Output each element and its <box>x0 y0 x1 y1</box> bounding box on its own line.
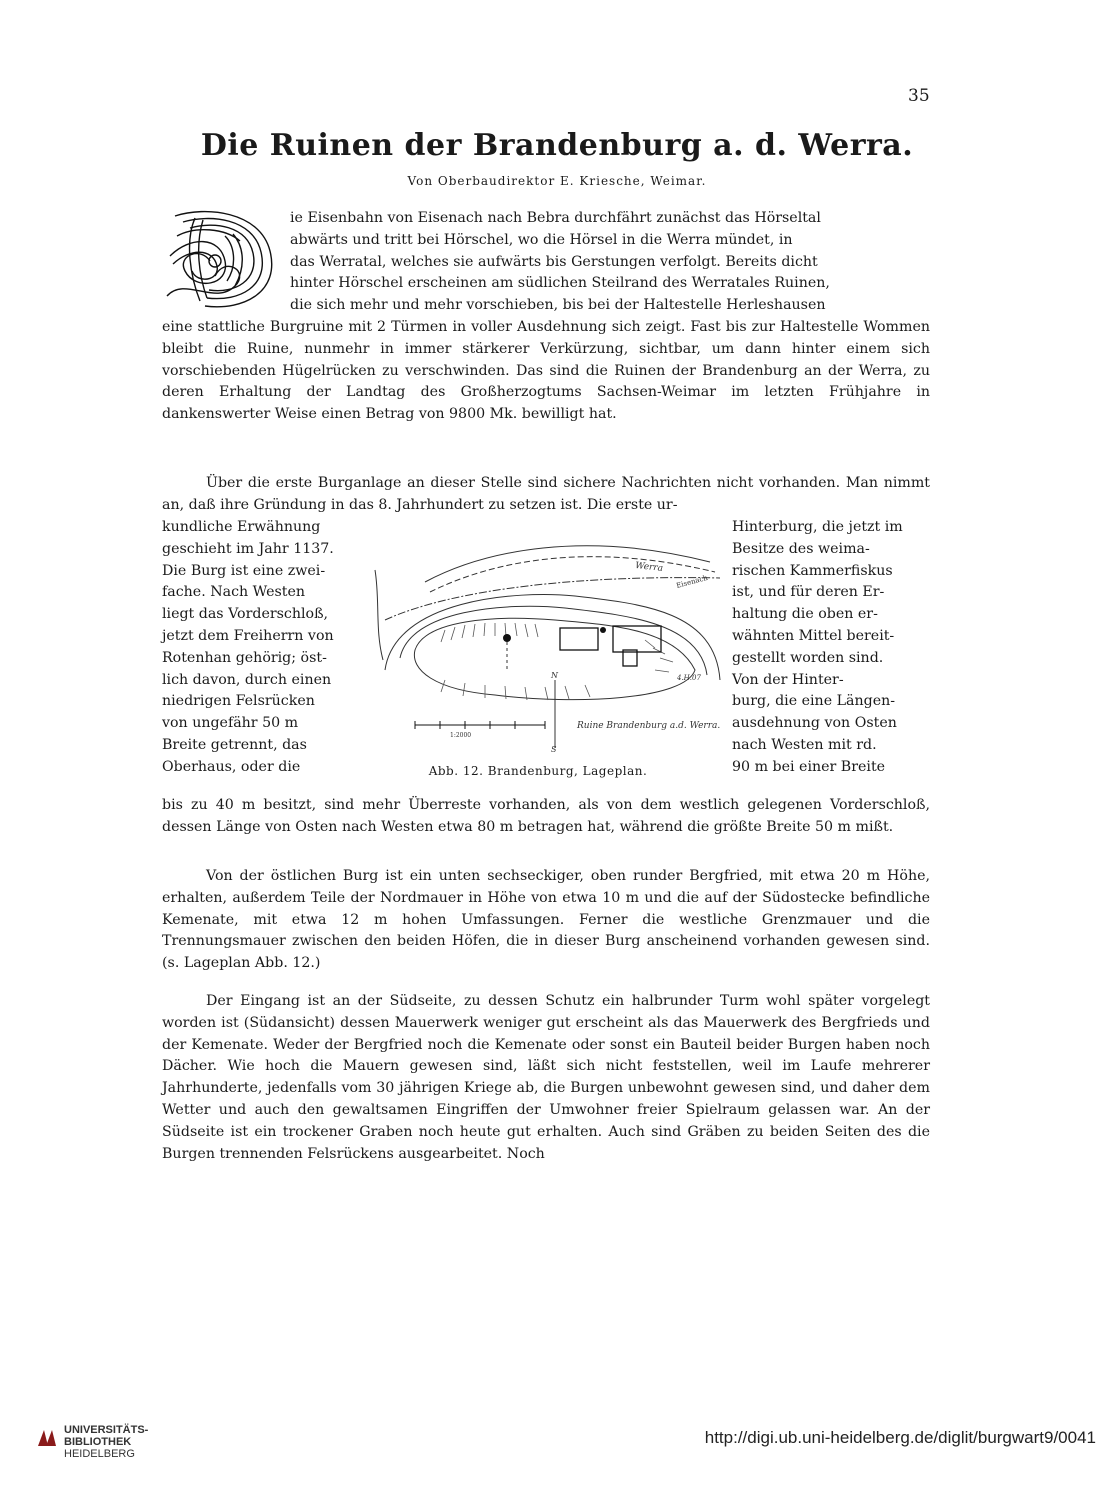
text-line: Die Burg ist eine zwei- <box>162 562 326 579</box>
text-line: lich davon, durch einen <box>162 671 332 688</box>
tower-marker <box>600 627 606 633</box>
text-line: Breite getrennt, das <box>162 736 307 753</box>
bergfried-marker <box>503 634 511 642</box>
text-line: gestellt worden sind. <box>732 649 884 666</box>
label-eisenach: Eisenach <box>675 573 709 590</box>
road-line <box>375 570 383 660</box>
text-line: kundliche Erwähnung <box>162 519 321 535</box>
source-url-link[interactable]: http://digi.ub.uni-heidelberg.de/diglit/burgwart9/0041 <box>704 1428 1096 1447</box>
text-line: ist, und für deren Er- <box>732 584 885 601</box>
label-ruine: Ruine Brandenburg a.d. Werra. <box>577 721 721 731</box>
site-plan-figure <box>355 530 727 760</box>
text-line: geschieht im Jahr 1137. <box>162 540 334 557</box>
author-byline: Von Oberbaudirektor E. Kriesche, Weimar. <box>407 174 707 188</box>
text-line: niedrigen Felsrücken <box>162 693 315 710</box>
paragraph-2-intro: Über die erste Burganlage an dieser Stelle sind sichere Nachrichten nicht vorhanden. Man nimmt an, daß ihre Gründung in das 8. Jahrhundert zu setzen ist. Die erste ur- <box>162 475 930 513</box>
text-line: Von der Hinter- <box>732 671 844 688</box>
label-werra: Werra <box>634 561 664 574</box>
label-n: N <box>551 671 558 680</box>
text-line: das Werratal, welches sie aufwärts bis Gerstungen verfolgt. Bereits dicht <box>290 253 818 270</box>
text-line: nach Westen mit rd. <box>732 736 877 753</box>
library-logo-icon <box>36 1426 60 1450</box>
article-title: Die Ruinen der Brandenburg a. d. Werra. <box>200 128 914 163</box>
label-scale: 1:2000 <box>450 732 472 739</box>
text-line: die sich mehr und mehr vorschieben, bis bei der Haltestelle Herleshausen <box>290 297 826 314</box>
text-line: von ungefähr 50 m <box>162 715 299 732</box>
text-line: rischen Kammerfiskus <box>732 562 893 579</box>
text-line: Hinterburg, die jetzt im <box>732 519 903 535</box>
text-line: ausdehnung von Osten <box>732 715 897 732</box>
label-s: S <box>551 745 557 754</box>
text-line: Rotenhan gehörig; öst- <box>162 649 327 666</box>
left-text-column <box>162 517 358 779</box>
paragraph-1-rest: eine stattliche Burgruine mit 2 Türmen in voller Ausdehnung sich zeigt. Fast bis zur Haltestelle Wommen bleibt die Ruine, nunmehr in immer stärkerer Verkürzung, sichtbar, um dann hinter einem sich vorschiebenden Hügelrücken zu verschwinden. Das sind die Ruinen der Brandenburg an der Werra, zu deren Erhaltung der Landtag des Großherzogtums Sachsen-Weimar im letzten Frühjahre in dankenswerter Weise einen Betrag von 9800 Mk. bewilligt hat. <box>162 319 930 423</box>
page-number: 35 <box>908 86 930 106</box>
library-line: HEIDELBERG <box>64 1448 135 1460</box>
paragraph-3: Von der östlichen Burg ist ein unten sechseckiger, oben runder Bergfried, mit etwa 20 m Höhe, erhalten, außerdem Teile der Nordmauer in Höhe von etwa 10 m und die auf der Südostecke befindliche Kemenate, mit etwa 12 m hohen Umfassungen. Ferner die westliche Grenzmauer und die Trennungsmauer zwischen den beiden Höfen, die in dieser Burg anscheinend vorhanden gewesen sind. (s. Lageplan Abb. 12.) <box>162 868 930 972</box>
text-line: Besitze des weima- <box>732 540 870 557</box>
text-line: wähnten Mittel bereit- <box>732 627 895 644</box>
text-line: 90 m bei einer Breite <box>732 758 886 775</box>
text-line: liegt das Vorderschloß, <box>162 606 329 623</box>
paragraph-2-end: bis zu 40 m besitzt, sind mehr Überreste vorhanden, als von dem westlich gelegenen Vorderschloß, dessen Länge von Osten nach Westen etwa 80 m betragen hat, während die größte Breite 50 m mißt. <box>162 797 930 835</box>
text-line: Oberhaus, oder die <box>162 758 301 775</box>
text-line: haltung die oben er- <box>732 606 878 623</box>
library-line: BIBLIOTHEK <box>64 1436 132 1448</box>
paragraph-1-opening <box>290 208 930 317</box>
text-line: burg, die eine Längen- <box>732 693 896 710</box>
digitization-footer <box>0 1418 1114 1494</box>
ornamental-initial-d <box>165 206 285 316</box>
vorderschloss-outline <box>560 628 598 650</box>
figure-caption: Abb. 12. Brandenburg, Lageplan. <box>428 764 648 778</box>
label-date: 4.H.07 <box>677 674 701 682</box>
text-line: jetzt dem Freiherrn von <box>162 627 334 644</box>
text-line: hinter Hörschel erscheinen am südlichen Steilrand des Werratales Ruinen, <box>290 275 830 292</box>
paragraph-4: Der Eingang ist an der Südseite, zu dessen Schutz ein halbrunder Turm wohl später vorgelegt worden ist (Südansicht) dessen Mauerwerk weniger gut erscheint als das Mauerwerk des Bergfrieds und der Kemenate. Weder der Bergfried noch die Kemenate oder sonst ein Bauteil beider Burgen haben noch Dächer. Wie hoch die Mauern gewesen sind, läßt sich nicht feststellen, weil im Laufe mehrerer Jahrhunderte, jedenfalls vom 30 jährigen Kriege ab, die Burgen unbewohnt gewesen sind, und daher dem Wetter und auch den gewaltsamen Eingriffen der Umwohner freier Spielraum gelassen war. An der Südseite ist ein trockener Graben noch heute gut erhalten. Auch sind Gräben zu beiden Seiten des die Burgen trennenden Felsrückens ausgearbeitet. Noch <box>162 993 930 1162</box>
right-text-column <box>732 517 930 779</box>
text-line: ie Eisenbahn von Eisenach nach Bebra durchfährt zunächst das Hörseltal <box>290 210 821 226</box>
library-line: UNIVERSITÄTS- <box>64 1424 149 1436</box>
text-line: abwärts und tritt bei Hörschel, wo die Hörsel in die Werra mündet, in <box>290 231 793 248</box>
library-name <box>64 1424 148 1460</box>
text-line: fache. Nach Westen <box>162 584 306 601</box>
